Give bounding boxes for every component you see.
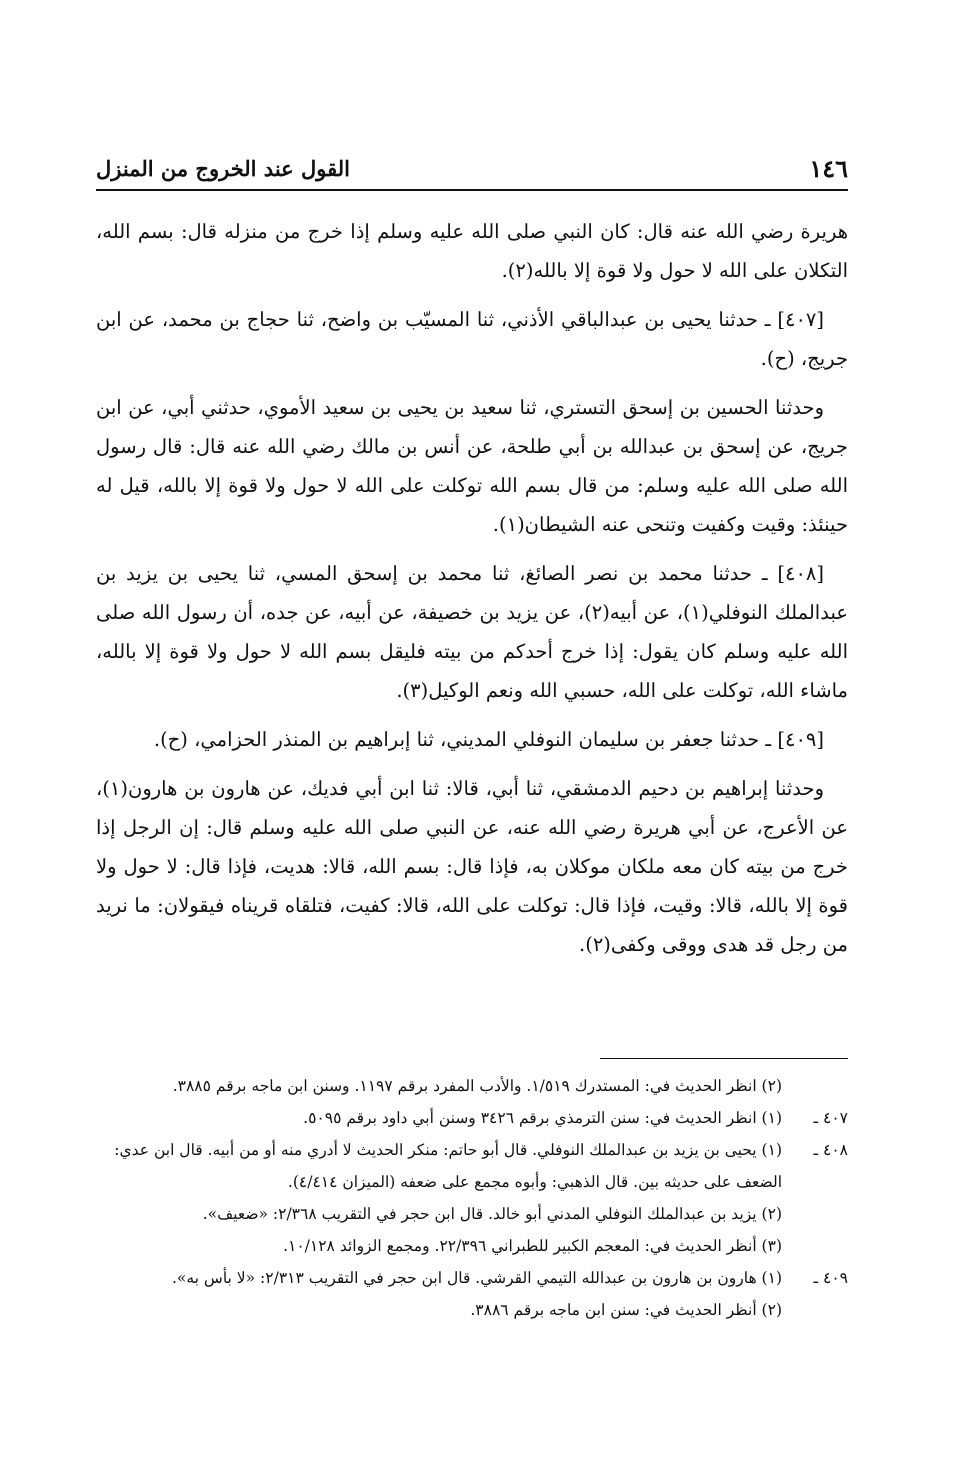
footnote-hadith-number: ٤٠٨ ـ [813,1141,848,1159]
header-rule [96,189,848,191]
page-number: ١٤٦ [809,154,848,183]
footnote-text: (٢) أنظر الحديث في: سنن ابن ماجه برقم ٣٨٨٦. [470,1301,782,1319]
footnote [96,1230,848,1262]
paragraph: وحدثنا الحسين بن إسحق التستري، ثنا سعيد بن يحيى بن سعيد الأموي، حدثني أبي، عن ابن جريج، عن إسحق بن عبدالله بن أبي طلحة، عن أنس بن مالك رضي الله عنه قال: قال رسول الله صلى الله عليه وسلم: من قال بسم الله توكلت على الله لا حول ولا قوة إلا بالله، قيل له حينئذ: وقيت وكفيت وتنحى عنه الشيطان(١). [96,396,848,536]
main-text [96,212,848,974]
hadith-409: [٤٠٩] ـ حدثنا جعفر بن سليمان النوفلي المديني، ثنا إبراهيم بن المنذر الحزامي، (ح). [153,728,824,751]
hadith-407: [٤٠٧] ـ حدثنا يحيى بن عبدالباقي الأذني، ثنا المسيّب بن واضح، ثنا حجاج بن محمد، عن ابن جريج، (ح). [96,308,848,370]
footnote-text: (١) انظر الحديث في: سنن الترمذي برقم ٣٤٢٦ وسنن أبي داود برقم ٥٠٩٥. [303,1109,782,1127]
footnote [96,1134,848,1198]
chapter-title: القول عند الخروج من المنزل [96,156,350,181]
footnote [96,1198,848,1230]
footnote-text: (١) يحيى بن يزيد بن عبدالملك النوفلي. قال أبو حاتم: منكر الحديث لا أدري منه أو من أبيه. قال ابن عدي: الضعف على حديثه بين. قال الذهبي: وأبوه مجمع على ضعفه (الميزان ٤/٤١٤). [114,1141,782,1191]
footnote-hadith-number: ٤٠٩ ـ [813,1269,848,1287]
running-header [96,153,848,183]
footnote [96,1102,848,1134]
footnote-text: (٢) يزيد بن عبدالملك النوفلي المدني أبو خالد. قال ابن حجر في التقريب ٢/٣٦٨: «ضعيف». [202,1205,782,1223]
footnote [96,1070,848,1102]
footnote [96,1262,848,1294]
footnotes [96,1070,848,1326]
footnote-text: (١) هارون بن هارون بن عبدالله التيمي القرشي. قال ابن حجر في التقريب ٢/٣١٣: «لا بأس به». [171,1269,782,1287]
footnote [96,1294,848,1326]
footnote-hadith-number: ٤٠٧ ـ [813,1109,848,1127]
paragraph: وحدثنا إبراهيم بن دحيم الدمشقي، ثنا أبي، قالا: ثنا ابن أبي فديك، عن هارون بن هارون(١)، عن الأعرج، عن أبي هريرة رضي الله عنه، عن النبي صلى الله عليه وسلم قال: إن الرجل إذا خرج من بيته كان معه ملكان موكلان به، فإذا قال: بسم الله، قالا: هديت، فإذا قال: لا حول ولا قوة إلا بالله، قالا: وقيت، فإذا قال: توكلت على الله، قالا: كفيت، فتلقاه قريناه فيقولان: ما نريد من رجل قد هدى ووقى وكفى(٢). [96,777,848,956]
footnote-rule [600,1058,848,1059]
paragraph: هريرة رضي الله عنه قال: كان النبي صلى الله عليه وسلم إذا خرج من منزله قال: بسم الله، التكلان على الله لا حول ولا قوة إلا بالله(٢). [96,220,848,282]
footnote-text: (٣) أنظر الحديث في: المعجم الكبير للطبراني ٢٢/٣٩٦. ومجمع الزوائد ١٠/١٢٨. [283,1237,782,1255]
footnote-text: (٢) انظر الحديث في: المستدرك ١/٥١٩. والأدب المفرد برقم ١١٩٧. وسنن ابن ماجه برقم ٣٨٨٥. [172,1077,782,1095]
hadith-408: [٤٠٨] ـ حدثنا محمد بن نصر الصائغ، ثنا محمد بن إسحق المسي، ثنا يحيى بن يزيد بن عبدالملك النوفلي(١)، عن أبيه(٢)، عن يزيد بن خصيفة، عن أبيه، عن جده، أن رسول الله صلى الله عليه وسلم كان يقول: إذا خرج أحدكم من بيته فليقل بسم الله لا حول ولا قوة إلا بالله، ماشاء الله، توكلت على الله، حسبي الله ونعم الوكيل(٣). [96,562,848,702]
